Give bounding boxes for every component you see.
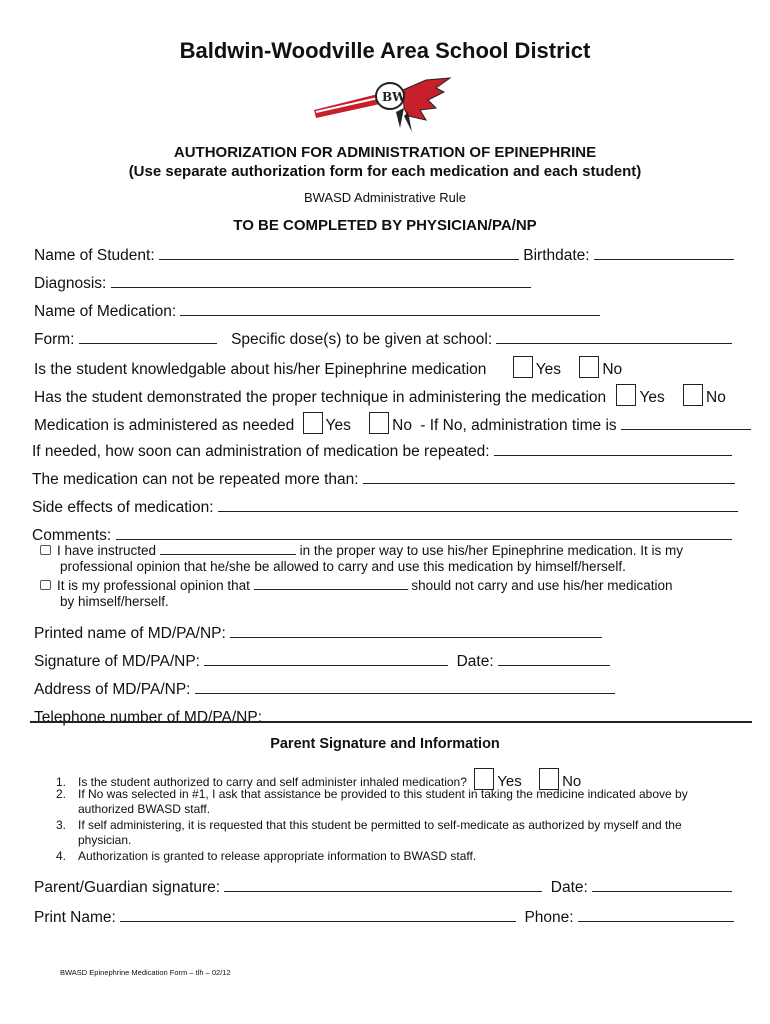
not-repeated-row bbox=[32, 468, 735, 489]
md-address-field[interactable] bbox=[195, 678, 615, 694]
birthdate-label: Birthdate: bbox=[523, 247, 590, 264]
guardian-date-field[interactable] bbox=[592, 876, 732, 892]
phone-label: Phone: bbox=[524, 909, 574, 926]
address-row bbox=[34, 678, 615, 699]
guardian-signature-field[interactable] bbox=[224, 876, 542, 892]
as-needed-no-label: No bbox=[392, 417, 412, 434]
district-title: Baldwin-Woodville Area School District bbox=[179, 38, 591, 63]
comments-label: Comments: bbox=[32, 527, 112, 544]
knowledgable-row bbox=[34, 356, 622, 379]
form-subtitle: (Use separate authorization form for each medication and each student) bbox=[128, 163, 642, 180]
item-3-text-a: If self administering, it is requested that this student be permitted to self-medicate as authorized by myself and the bbox=[78, 818, 682, 832]
as-needed-yes-label: Yes bbox=[325, 417, 351, 434]
medication-name-row bbox=[34, 300, 600, 321]
parent-section-heading: Parent Signature and Information bbox=[270, 736, 500, 752]
guardian-signature-label: Parent/Guardian signature: bbox=[34, 879, 221, 896]
md-telephone-field[interactable] bbox=[266, 706, 610, 722]
logo-monogram: BW bbox=[382, 90, 406, 104]
opinion-allow-text-c: professional opinion that he/she be allowed to carry and use this medication by himself/herself. bbox=[60, 559, 626, 574]
how-soon-field[interactable] bbox=[494, 440, 732, 456]
side-effects-label: Side effects of medication: bbox=[32, 499, 214, 516]
demonstrated-yes-checkbox[interactable] bbox=[616, 384, 636, 406]
diagnosis-row bbox=[34, 272, 531, 293]
knowledgable-yes-label: Yes bbox=[535, 361, 561, 378]
demonstrated-row bbox=[34, 384, 726, 407]
guardian-signature-row bbox=[34, 876, 732, 897]
opinion-allow-text-a: I have instructed bbox=[57, 543, 157, 558]
demonstrated-yes-label: Yes bbox=[639, 389, 665, 406]
opinion-allow-text-b: in the proper way to use his/her Epinephrine medication. It is my bbox=[299, 543, 684, 558]
md-telephone-label: Telephone number of MD/PA/NP: bbox=[34, 709, 263, 726]
demonstrated-label: Has the student demonstrated the proper technique in administering the medication bbox=[34, 389, 607, 406]
knowledgable-no-checkbox[interactable] bbox=[579, 356, 599, 378]
side-effects-row bbox=[32, 496, 738, 517]
spear-logo-icon bbox=[308, 72, 458, 142]
signature-row bbox=[34, 650, 610, 671]
side-effects-field[interactable] bbox=[218, 496, 738, 512]
student-name-field[interactable] bbox=[159, 244, 519, 260]
admin-time-field[interactable] bbox=[621, 414, 751, 430]
form-field[interactable] bbox=[79, 328, 217, 344]
as-needed-no-checkbox[interactable] bbox=[369, 412, 389, 434]
dose-field[interactable] bbox=[496, 328, 732, 344]
knowledgable-yes-checkbox[interactable] bbox=[513, 356, 533, 378]
printed-name-field[interactable] bbox=[230, 622, 602, 638]
md-date-label: Date: bbox=[456, 653, 494, 670]
item-2-number: 2. bbox=[56, 787, 67, 801]
rule-reference: BWASD Administrative Rule bbox=[303, 190, 467, 205]
student-name-row bbox=[34, 244, 734, 265]
md-date-field[interactable] bbox=[498, 650, 610, 666]
diagnosis-label: Diagnosis: bbox=[34, 275, 107, 292]
how-soon-label: If needed, how soon can administration of medication be repeated: bbox=[32, 443, 490, 460]
item-3-number: 3. bbox=[56, 818, 67, 832]
item-1-number: 1. bbox=[56, 775, 67, 789]
print-name-row bbox=[34, 906, 734, 927]
self-administer-no-label: No bbox=[562, 773, 582, 790]
not-repeated-field[interactable] bbox=[363, 468, 735, 484]
opinion-deny-student-field[interactable] bbox=[254, 577, 408, 590]
demonstrated-no-checkbox[interactable] bbox=[683, 384, 703, 406]
admin-time-label: - If No, administration time is bbox=[420, 417, 617, 434]
form-label: Form: bbox=[34, 331, 75, 348]
self-administer-yes-label: Yes bbox=[497, 773, 522, 790]
opinion-allow-row bbox=[40, 542, 683, 558]
printed-name-row bbox=[34, 622, 602, 643]
physician-section-heading: TO BE COMPLETED BY PHYSICIAN/PA/NP bbox=[233, 217, 537, 234]
item-2-text-a: If No was selected in #1, I ask that assistance be provided to this student in taking the medicine indicated above by bbox=[78, 787, 688, 801]
opinion-deny-text-a: It is my professional opinion that bbox=[57, 578, 250, 593]
print-name-field[interactable] bbox=[120, 906, 516, 922]
printed-name-label: Printed name of MD/PA/NP: bbox=[34, 625, 226, 642]
section-divider bbox=[30, 721, 752, 723]
as-needed-label: Medication is administered as needed bbox=[34, 417, 295, 434]
item-4-text: Authorization is granted to release appropriate information to BWASD staff. bbox=[78, 849, 477, 863]
parent-item-4 bbox=[56, 849, 476, 863]
comments-field[interactable] bbox=[116, 524, 732, 540]
knowledgable-no-label: No bbox=[602, 361, 623, 378]
how-soon-row bbox=[32, 440, 732, 461]
form-dose-row bbox=[34, 328, 732, 349]
md-address-label: Address of MD/PA/NP: bbox=[34, 681, 191, 698]
item-3-text-b: physician. bbox=[78, 833, 132, 847]
dose-label: Specific dose(s) to be given at school: bbox=[231, 331, 493, 348]
opinion-allow-student-field[interactable] bbox=[160, 542, 296, 555]
birthdate-field[interactable] bbox=[594, 244, 734, 260]
print-name-label: Print Name: bbox=[34, 909, 116, 926]
footer-text: BWASD Epinephrine Medication Form – tlh – 02/12 bbox=[60, 968, 231, 977]
knowledgable-label: Is the student knowledgable about his/her Epinephrine medication bbox=[34, 361, 487, 378]
md-signature-field[interactable] bbox=[204, 650, 448, 666]
opinion-deny-checkbox[interactable] bbox=[40, 580, 51, 590]
guardian-date-label: Date: bbox=[550, 879, 588, 896]
diagnosis-field[interactable] bbox=[111, 272, 531, 288]
medication-name-label: Name of Medication: bbox=[34, 303, 177, 320]
opinion-allow-checkbox[interactable] bbox=[40, 545, 51, 555]
item-2-text-b: authorized BWASD staff. bbox=[78, 802, 211, 816]
as-needed-yes-checkbox[interactable] bbox=[303, 412, 323, 434]
parent-item-3 bbox=[56, 818, 682, 832]
district-logo bbox=[308, 72, 458, 142]
form-title: AUTHORIZATION FOR ADMINISTRATION OF EPINEPHRINE bbox=[173, 144, 597, 161]
demonstrated-no-label: No bbox=[706, 389, 726, 406]
student-name-label: Name of Student: bbox=[34, 247, 155, 264]
opinion-deny-text-c: by himself/herself. bbox=[60, 594, 169, 609]
opinion-deny-text-b: should not carry and use his/her medication bbox=[411, 578, 673, 593]
not-repeated-label: The medication can not be repeated more than: bbox=[32, 471, 359, 488]
phone-field[interactable] bbox=[578, 906, 734, 922]
as-needed-row bbox=[34, 412, 751, 435]
opinion-deny-row bbox=[40, 577, 673, 593]
medication-name-field[interactable] bbox=[180, 300, 600, 316]
item-4-number: 4. bbox=[56, 849, 67, 863]
item-1-text: Is the student authorized to carry and self administer inhaled medication? bbox=[78, 775, 467, 789]
md-signature-label: Signature of MD/PA/NP: bbox=[34, 653, 200, 670]
telephone-row bbox=[34, 706, 610, 727]
parent-item-2 bbox=[56, 787, 688, 801]
